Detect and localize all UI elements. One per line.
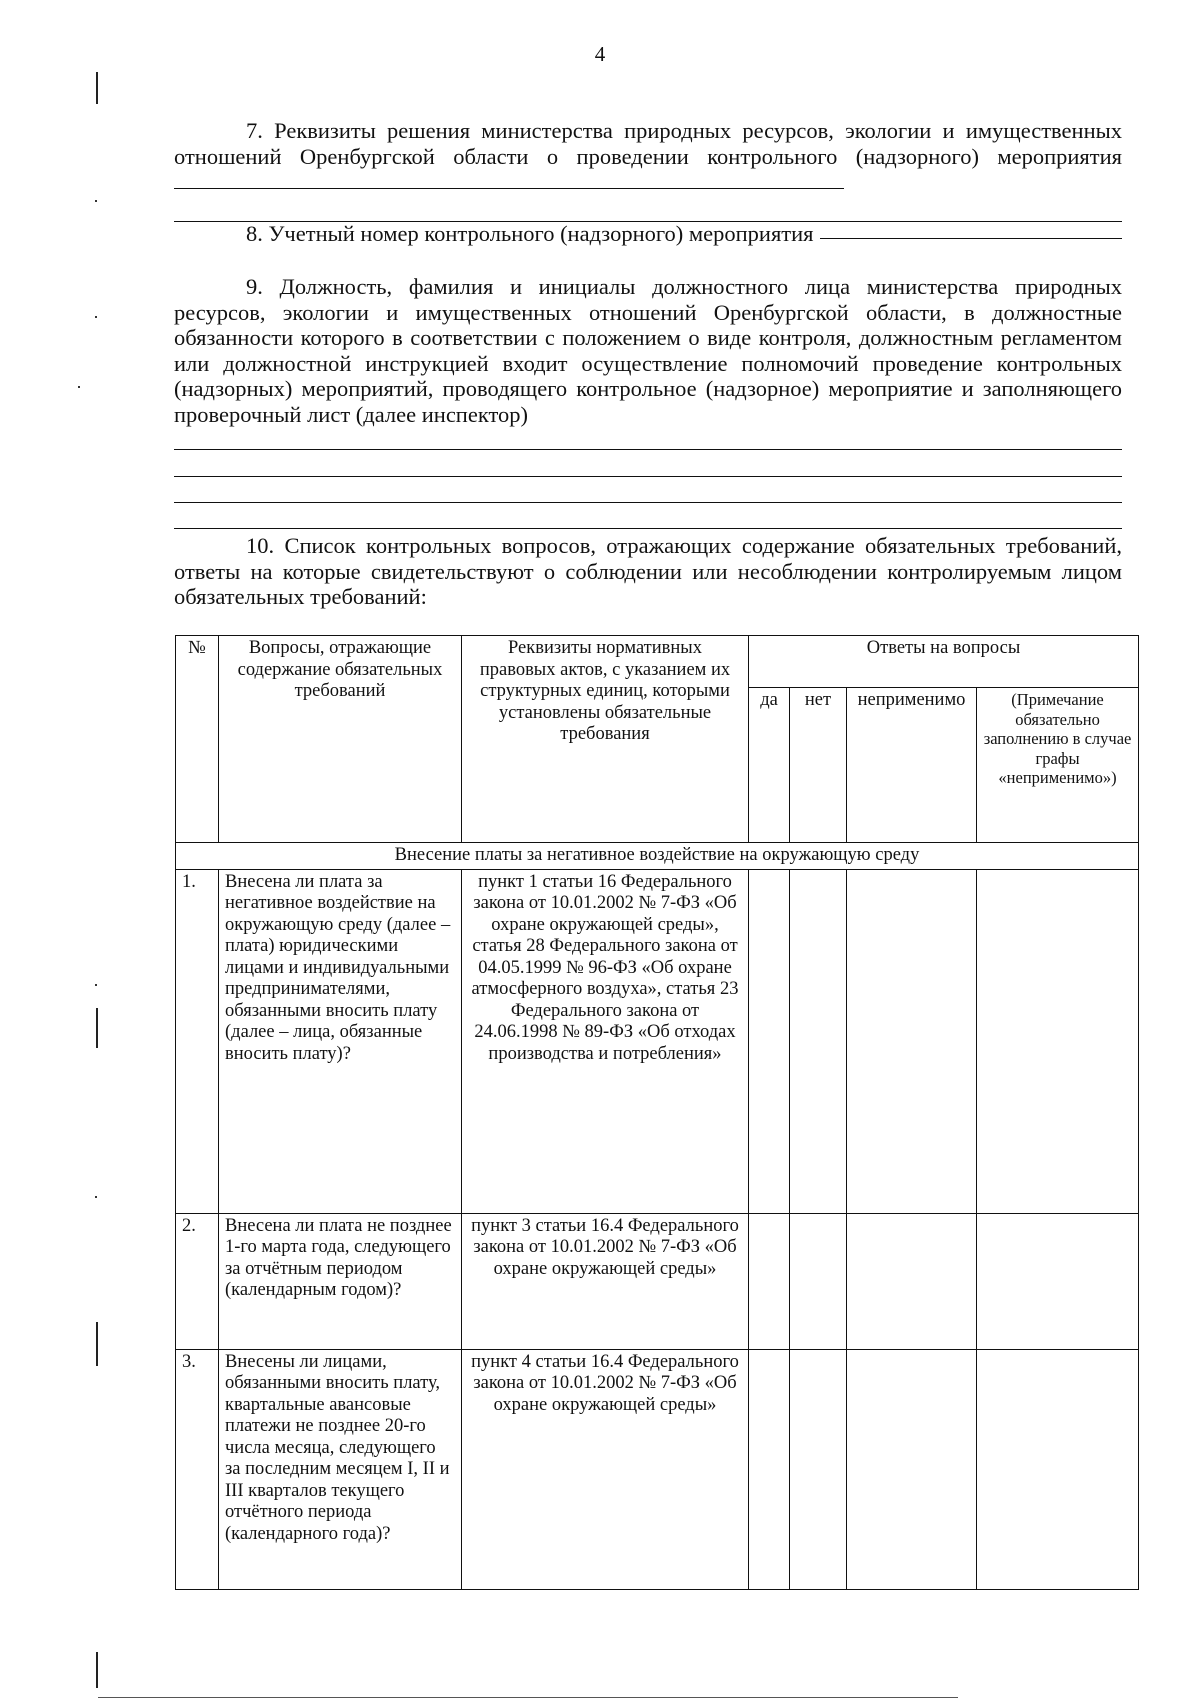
answer-yes-cell[interactable] — [749, 1213, 790, 1349]
scan-artifact — [95, 316, 97, 318]
header-no: нет — [790, 688, 847, 843]
row-reference: пункт 4 статьи 16.4 Федерального закона от 10.01.2002 № 7-ФЗ «Об охране окружающей среды» — [462, 1349, 749, 1589]
section-title: Внесение платы за негативное воздействие на окружающую среду — [176, 843, 1139, 870]
bottom-scan-line — [98, 1697, 958, 1698]
scan-artifact — [95, 984, 97, 986]
item-9-fill-line-1[interactable] — [174, 449, 1122, 450]
header-note: (Примечание обязательно заполнению в случае графы «неприменимо») — [977, 688, 1139, 843]
scan-artifact — [96, 72, 98, 104]
checklist-table — [175, 635, 1139, 1590]
answer-no-cell[interactable] — [790, 869, 847, 1213]
item-8 — [174, 221, 1122, 247]
header-num: № — [176, 636, 219, 843]
item-9-fill-line-4[interactable] — [174, 528, 1122, 529]
answer-yes-cell[interactable] — [749, 869, 790, 1213]
answer-note-cell[interactable] — [977, 1349, 1139, 1589]
answer-na-cell[interactable] — [847, 1349, 977, 1589]
row-num: 3. — [176, 1349, 219, 1589]
row-question: Внесены ли лицами, обязанными вносить плату, квартальные авансовые платежи не позднее 20-го числа месяца, следующего за последним месяцем I, II и III кварталов текущего отчётного периода (календарного года)? — [219, 1349, 462, 1589]
item-8-fill-line[interactable] — [820, 237, 1122, 239]
row-num: 2. — [176, 1213, 219, 1349]
answer-no-cell[interactable] — [790, 1349, 847, 1589]
answer-na-cell[interactable] — [847, 1213, 977, 1349]
answer-no-cell[interactable] — [790, 1213, 847, 1349]
header-yes: да — [749, 688, 790, 843]
header-reference: Реквизиты нормативных правовых актов, с указанием их структурных единиц, которыми установлены обязательные требования — [462, 636, 749, 843]
header-na: неприменимо — [847, 688, 977, 843]
answer-yes-cell[interactable] — [749, 1349, 790, 1589]
row-num: 1. — [176, 869, 219, 1213]
item-9 — [174, 274, 1122, 427]
scan-artifact — [96, 1008, 98, 1048]
item-7 — [174, 118, 1122, 195]
row-reference: пункт 1 статьи 16 Федерального закона от 10.01.2002 № 7-ФЗ «Об охране окружающей среды», статья 28 Федерального закона от 04.05.1999 № 96-ФЗ «Об охране атмосферного воздуха», статья 23 Федерального закона от 24.06.1998 № 89-ФЗ «Об отходах производства и потребления» — [462, 869, 749, 1213]
header-question: Вопросы, отражающие содержание обязательных требований — [219, 636, 462, 843]
item-9-text: 9. Должность, фамилия и инициалы должностного лица министерства природных ресурсов, экологии и имущественных отношений Оренбургской области, в должностные обязанности которого в соответствии с положением о виде контроля, должностным регламентом или должностной инструкцией входит осуществление полномочий проведение контрольных (надзорных) мероприятий, проводящего контрольное (надзорное) мероприятие и заполняющего проверочный лист (далее инспектор) — [174, 274, 1122, 427]
table-row — [176, 1349, 1139, 1589]
item-10-text: 10. Список контрольных вопросов, отражающих содержание обязательных требований, ответы на которые свидетельствуют о соблюдении или несоблюдении контролируемым лицом обязательных требований: — [174, 533, 1122, 609]
scan-artifact — [95, 200, 97, 202]
page-number: 4 — [594, 42, 606, 66]
scan-artifact — [96, 1322, 98, 1366]
answer-note-cell[interactable] — [977, 869, 1139, 1213]
item-7-text: 7. Реквизиты решения министерства природных ресурсов, экологии и имущественных отношений Оренбургской области о проведении контрольного (надзорного) мероприятия — [174, 118, 1122, 169]
answer-na-cell[interactable] — [847, 869, 977, 1213]
row-question: Внесена ли плата за негативное воздействие на окружающую среду (далее – плата) юридическими лицами и индивидуальными предпринимателями, обязанными вносить плату (далее – лица, обязанные вносить плату)? — [219, 869, 462, 1213]
table-row — [176, 1213, 1139, 1349]
table-row — [176, 869, 1139, 1213]
scan-artifact — [96, 1652, 98, 1688]
answer-note-cell[interactable] — [977, 1213, 1139, 1349]
scan-artifact — [95, 1196, 97, 1198]
item-8-text: 8. Учетный номер контрольного (надзорного) мероприятия — [246, 221, 814, 246]
item-9-fill-line-3[interactable] — [174, 502, 1122, 503]
header-answers: Ответы на вопросы — [749, 636, 1139, 688]
item-10 — [174, 533, 1122, 610]
scan-artifact — [78, 386, 80, 388]
item-7-fill-line[interactable] — [174, 174, 844, 189]
row-question: Внесена ли плата не позднее 1-го марта года, следующего за отчётным периодом (календарным годом)? — [219, 1213, 462, 1349]
item-9-fill-line-2[interactable] — [174, 476, 1122, 477]
row-reference: пункт 3 статьи 16.4 Федерального закона от 10.01.2002 № 7-ФЗ «Об охране окружающей среды» — [462, 1213, 749, 1349]
